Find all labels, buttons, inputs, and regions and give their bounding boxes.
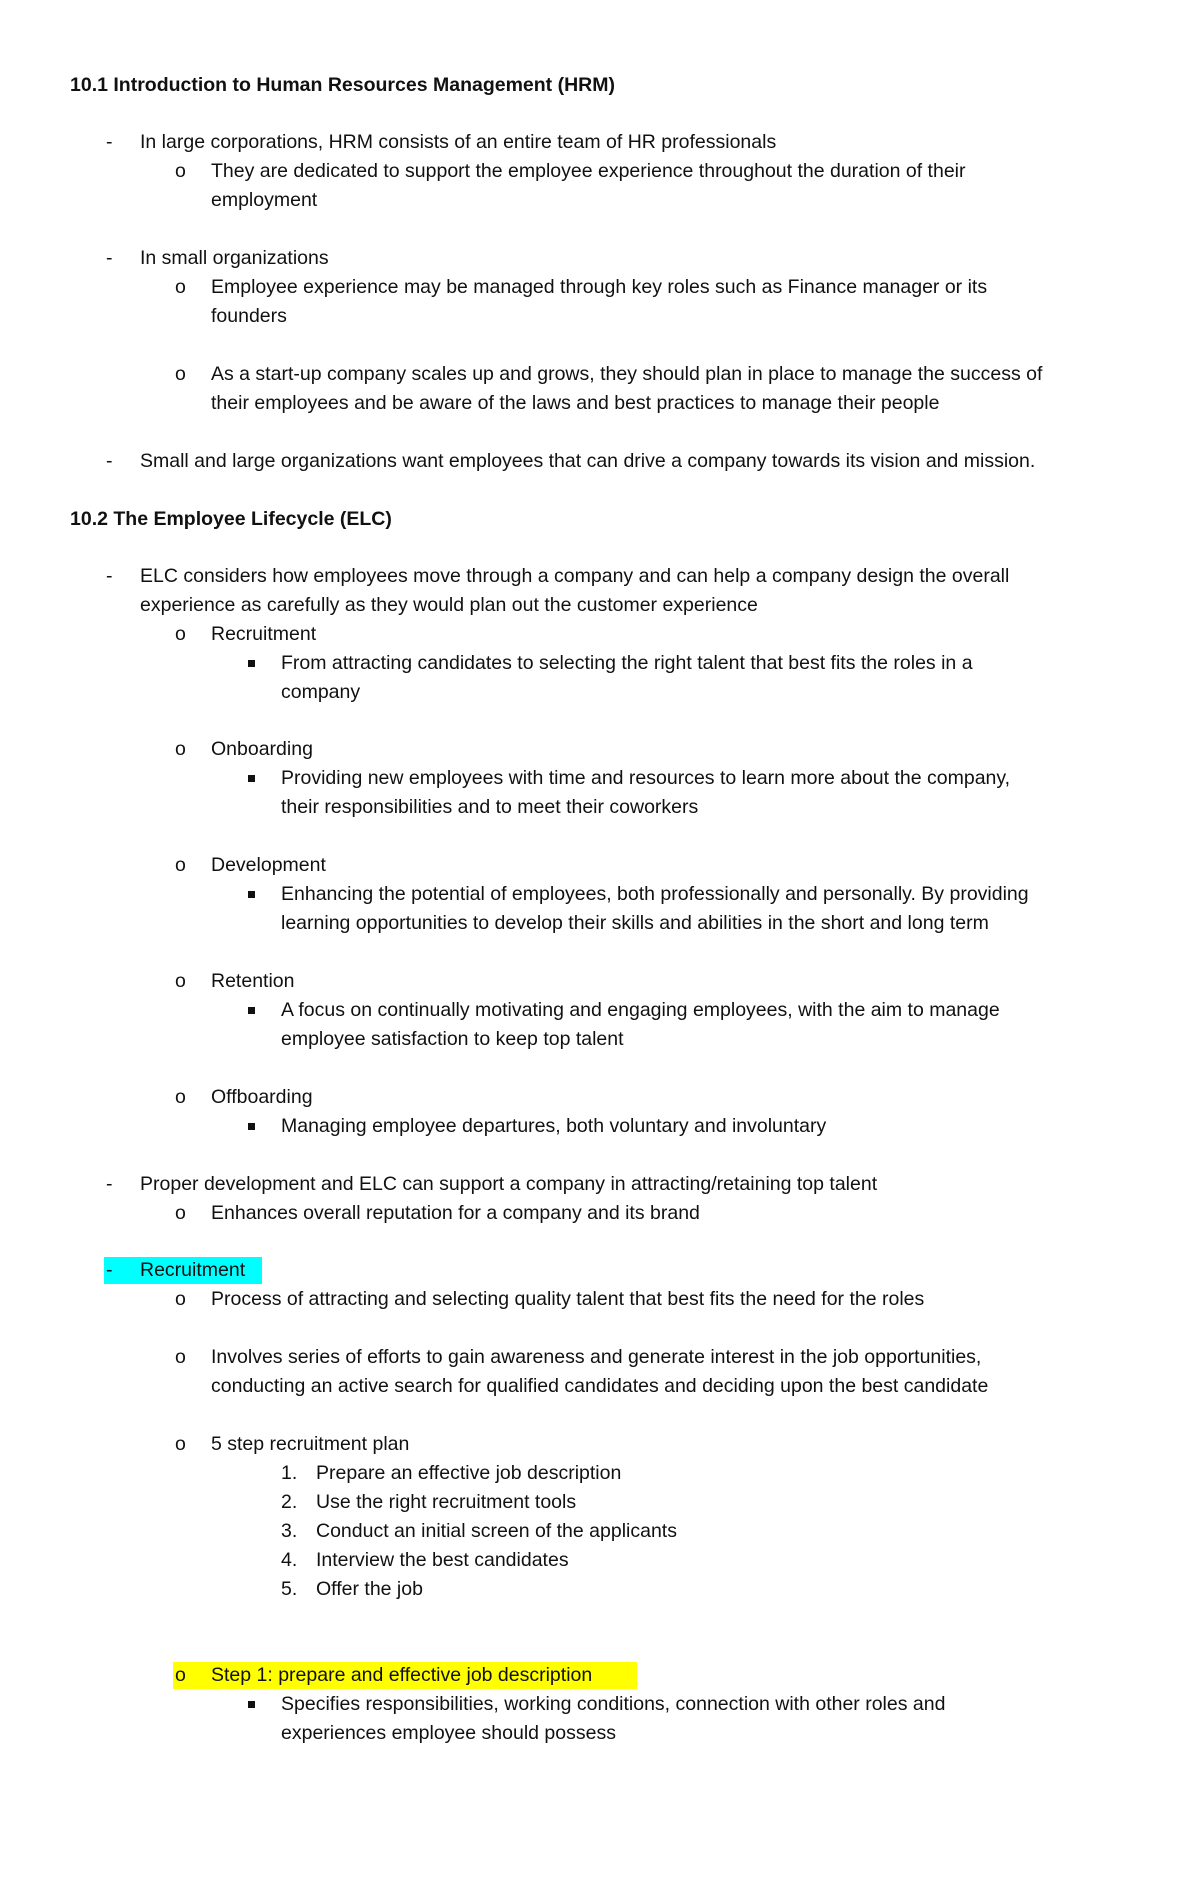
circle-bullet: o xyxy=(175,1433,186,1455)
step-number: 4. xyxy=(281,1549,298,1571)
sub-bullet-text: Employee experience may be managed through key roles such as Finance manager or its xyxy=(211,276,988,298)
bullet-text: Small and large organizations want employees that can drive a company towards its vision and mission. xyxy=(140,450,1036,472)
dash-bullet: - xyxy=(106,450,113,472)
stage-recruitment: Recruitment xyxy=(211,623,317,645)
dash-bullet: - xyxy=(106,565,113,587)
stage-description: company xyxy=(281,681,361,703)
step1-description: experiences employee should possess xyxy=(281,1722,616,1744)
bullet-text: In large corporations, HRM consists of an entire team of HR professionals xyxy=(140,131,777,153)
sub-bullet-text: Involves series of efforts to gain awareness and generate interest in the job opportunities, xyxy=(211,1346,982,1368)
sub-bullet-text: employment xyxy=(211,189,318,211)
sub-bullet-text: As a start-up company scales up and grows, they should plan in place to manage the success of xyxy=(211,363,1043,385)
circle-bullet: o xyxy=(175,854,186,876)
square-bullet xyxy=(248,1123,255,1130)
dash-bullet: - xyxy=(106,131,113,153)
circle-bullet: o xyxy=(175,363,186,385)
step-number: 1. xyxy=(281,1462,298,1484)
circle-bullet: o xyxy=(175,970,186,992)
circle-bullet: o xyxy=(175,276,186,298)
sub-bullet-text: 5 step recruitment plan xyxy=(211,1433,410,1455)
step-number: 3. xyxy=(281,1520,298,1542)
sub-bullet-text: conducting an active search for qualified candidates and deciding upon the best candidate xyxy=(211,1375,989,1397)
square-bullet xyxy=(248,891,255,898)
dash-bullet: - xyxy=(106,1259,113,1281)
circle-bullet: o xyxy=(175,1664,186,1686)
bullet-text: Proper development and ELC can support a company in attracting/retaining top talent xyxy=(140,1173,878,1195)
circle-bullet: o xyxy=(175,1086,186,1108)
stage-description: learning opportunities to develop their skills and abilities in the short and long term xyxy=(281,912,989,934)
step-number: 5. xyxy=(281,1578,298,1600)
stage-description: Managing employee departures, both voluntary and involuntary xyxy=(281,1115,827,1137)
sub-bullet-text: Enhances overall reputation for a company and its brand xyxy=(211,1202,700,1224)
stage-description: employee satisfaction to keep top talent xyxy=(281,1028,624,1050)
square-bullet xyxy=(248,660,255,667)
step-item: Use the right recruitment tools xyxy=(316,1491,577,1513)
stage-description: Enhancing the potential of employees, both professionally and personally. By providing xyxy=(281,883,1029,905)
circle-bullet: o xyxy=(175,1202,186,1224)
circle-bullet: o xyxy=(175,160,186,182)
section-heading-hrm: 10.1 Introduction to Human Resources Management (HRM) xyxy=(70,74,615,96)
dash-bullet: - xyxy=(106,247,113,269)
section-heading-elc: 10.2 The Employee Lifecycle (ELC) xyxy=(70,508,392,530)
stage-description: Providing new employees with time and resources to learn more about the company, xyxy=(281,767,1011,789)
sub-bullet-text: founders xyxy=(211,305,287,327)
stage-description: From attracting candidates to selecting the right talent that best fits the roles in a xyxy=(281,652,973,674)
square-bullet xyxy=(248,1007,255,1014)
stage-retention: Retention xyxy=(211,970,295,992)
step-item: Conduct an initial screen of the applicants xyxy=(316,1520,677,1542)
stage-description: their responsibilities and to meet their coworkers xyxy=(281,796,699,818)
dash-bullet: - xyxy=(106,1173,113,1195)
stage-description: A focus on continually motivating and engaging employees, with the aim to manage xyxy=(281,999,1000,1021)
stage-development: Development xyxy=(211,854,326,876)
sub-bullet-text: Process of attracting and selecting quality talent that best fits the need for the roles xyxy=(211,1288,925,1310)
circle-bullet: o xyxy=(175,1288,186,1310)
bullet-text: experience as carefully as they would plan out the customer experience xyxy=(140,594,758,616)
step-number: 2. xyxy=(281,1491,298,1513)
circle-bullet: o xyxy=(175,1346,186,1368)
highlighted-heading-recruitment: Recruitment xyxy=(140,1259,246,1281)
step-item: Prepare an effective job description xyxy=(316,1462,622,1484)
square-bullet xyxy=(248,775,255,782)
stage-onboarding: Onboarding xyxy=(211,738,313,760)
circle-bullet: o xyxy=(175,738,186,760)
stage-offboarding: Offboarding xyxy=(211,1086,313,1108)
bullet-text: In small organizations xyxy=(140,247,329,269)
circle-bullet: o xyxy=(175,623,186,645)
square-bullet xyxy=(248,1701,255,1708)
step-item: Interview the best candidates xyxy=(316,1549,569,1571)
highlighted-step1-heading: Step 1: prepare and effective job description xyxy=(211,1664,593,1686)
step-item: Offer the job xyxy=(316,1578,423,1600)
sub-bullet-text: their employees and be aware of the laws and best practices to manage their people xyxy=(211,392,940,414)
sub-bullet-text: They are dedicated to support the employee experience throughout the duration of their xyxy=(211,160,966,182)
step1-description: Specifies responsibilities, working conditions, connection with other roles and xyxy=(281,1693,946,1715)
bullet-text: ELC considers how employees move through a company and can help a company design the overall xyxy=(140,565,1010,587)
